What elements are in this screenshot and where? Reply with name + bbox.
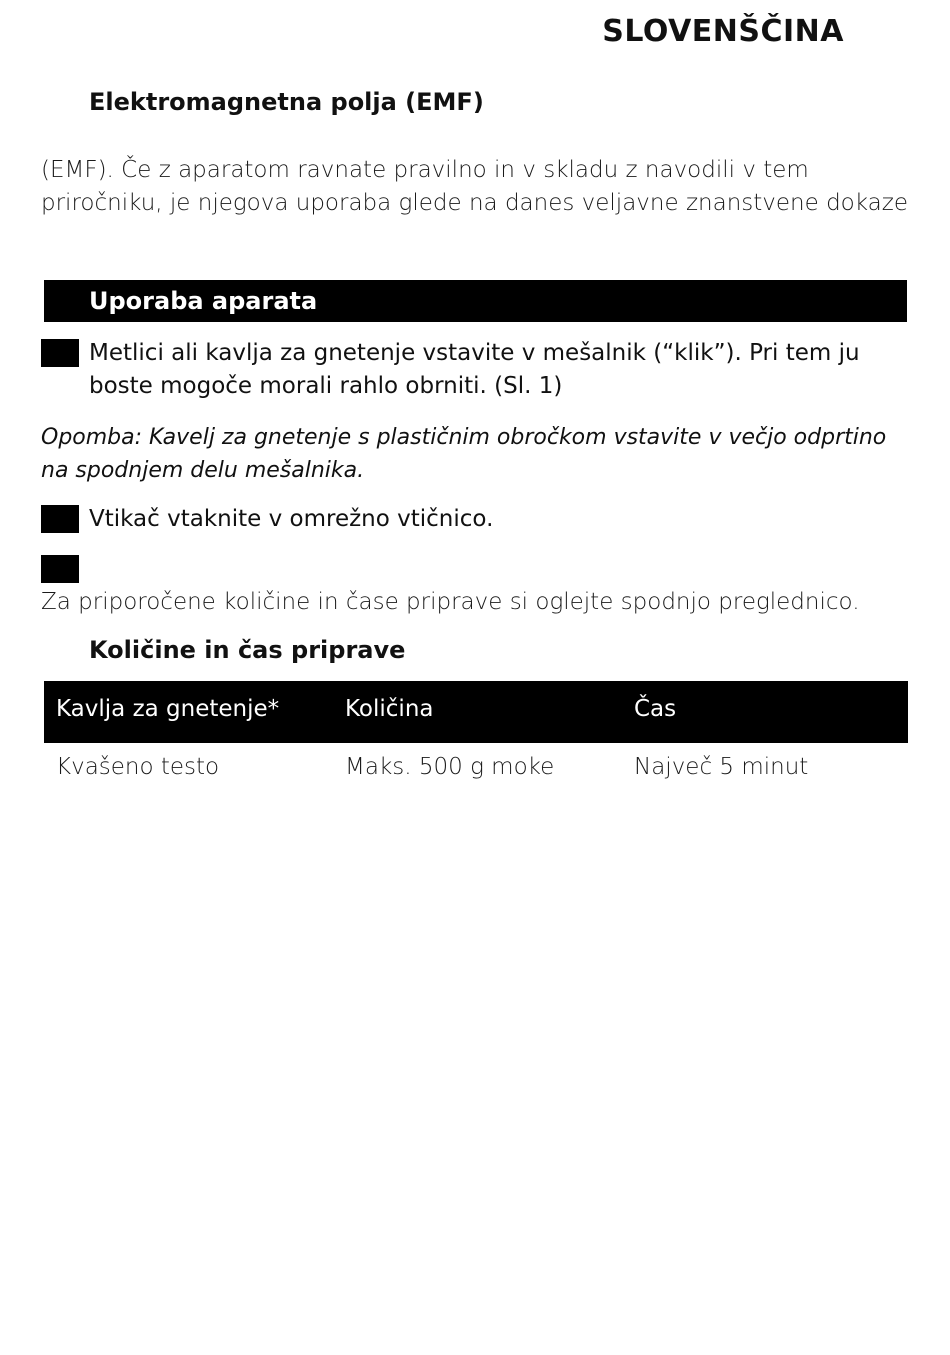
emf-heading: Elektromagnetna polja (EMF) (89, 88, 484, 116)
language-title: SLOVENŠČINA (602, 14, 844, 49)
table-header-row (44, 681, 908, 743)
step-3-marker (41, 555, 79, 583)
note-text: Opomba: Kavelj za gnetenje s plastičnim obročkom vstavite v večjo odprtino na spodnjem delu mešalnika. (41, 425, 887, 483)
step-2-marker (41, 505, 79, 533)
table-cell: Kvašeno testo (56, 754, 220, 780)
section-title: Uporaba aparata (89, 287, 318, 315)
table-intro-paragraph: Za priporočene količine in čase priprave si oglejte spodnjo preglednico. (41, 589, 860, 615)
table-cell: Maks. 500 g moke (345, 754, 555, 780)
step-1-text: Metlici ali kavlja za gnetenje vstavite v mešalnik (“klik”). Pri tem ju boste mogoče morali rahlo obrniti. (Sl. 1) (89, 340, 860, 399)
section-header-bar (44, 280, 907, 322)
table-heading: Količine in čas priprave (89, 636, 406, 664)
table-cell: Največ 5 minut (634, 754, 809, 780)
step-1-marker (41, 339, 79, 367)
table-header-cell: Čas (634, 696, 677, 722)
table-header-cell: Količina (345, 696, 434, 722)
table-header-cell: Kavlja za gnetenje* (56, 696, 280, 722)
emf-paragraph: (EMF). Če z aparatom ravnate pravilno in v skladu z navodili v tem priročniku, je njegova uporaba glede na danes veljavne znanstvene dokaze (41, 157, 908, 216)
step-2-text: Vtikač vtaknite v omrežno vtičnico. (89, 506, 494, 532)
